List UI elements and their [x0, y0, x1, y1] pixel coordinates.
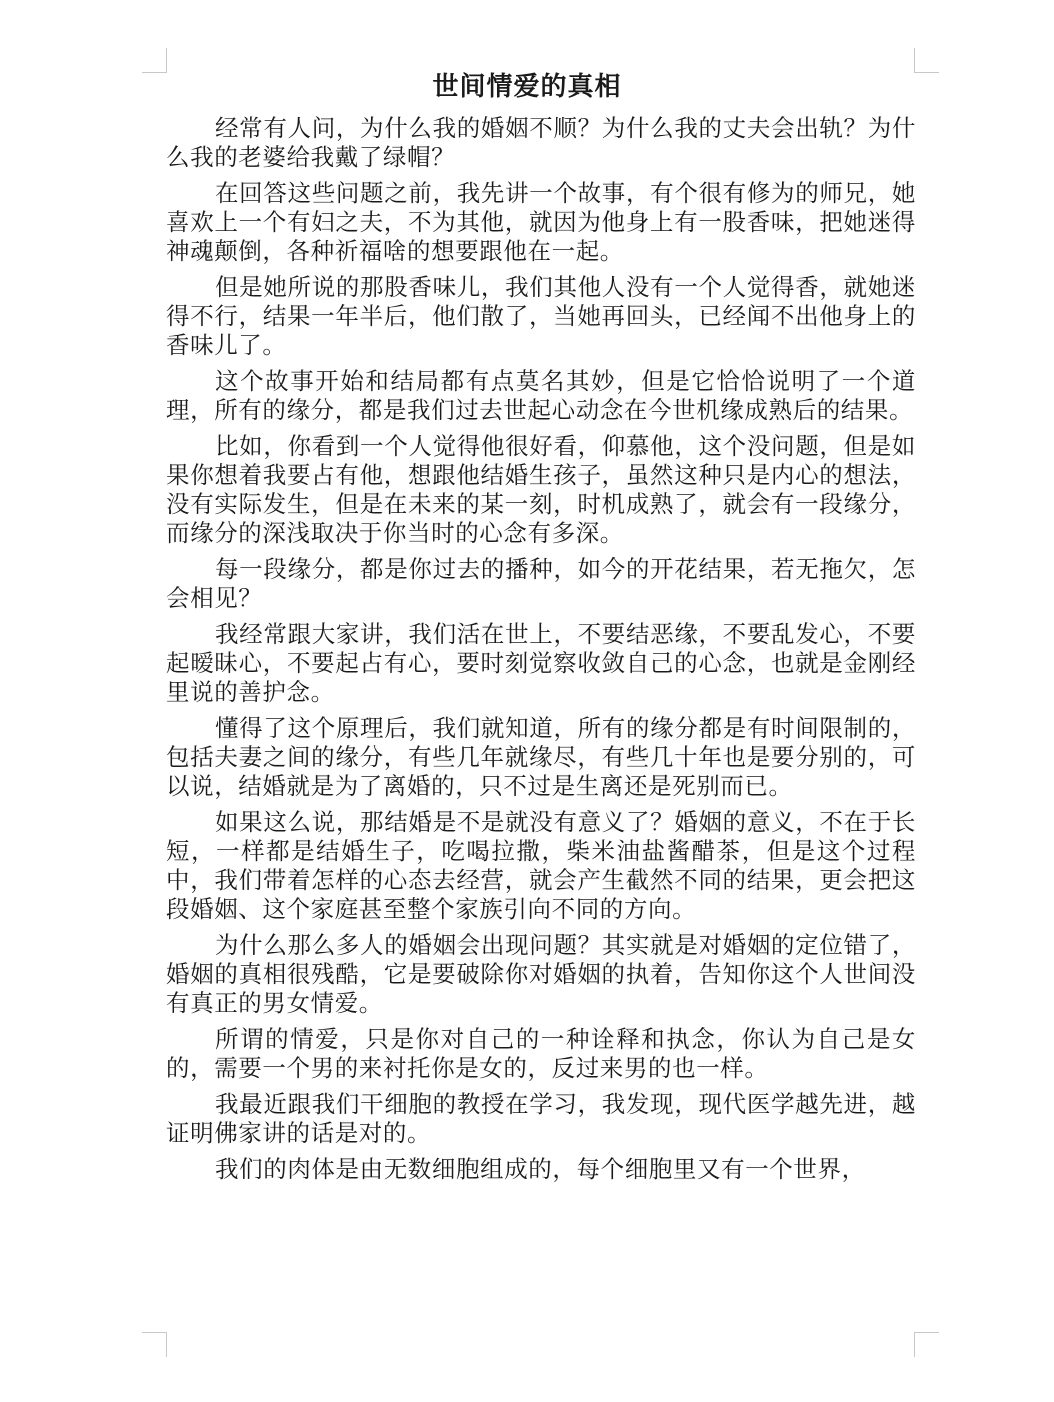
paragraph: 这个故事开始和结局都有点莫名其妙，但是它恰恰说明了一个道理，所有的缘分，都是我们过去世起心动念在今世机缘成熟后的结果。	[166, 367, 916, 424]
paragraph: 比如，你看到一个人觉得他很好看，仰慕他，这个没问题，但是如果你想着我要占有他，想跟他结婚生孩子，虽然这种只是内心的想法，没有实际发生，但是在未来的某一刻，时机成熟了，就会有一段缘分，而缘分的深浅取决于你当时的心念有多深。	[166, 432, 916, 547]
document-body	[166, 114, 916, 1191]
paragraph: 所谓的情爱，只是你对自己的一种诠释和执念，你认为自己是女的，需要一个男的来衬托你是女的，反过来男的也一样。	[166, 1025, 916, 1082]
paragraph: 我经常跟大家讲，我们活在世上，不要结恶缘，不要乱发心，不要起暧昧心，不要起占有心，要时刻觉察收敛自己的心念，也就是金刚经里说的善护念。	[166, 620, 916, 706]
paragraph: 我们的肉体是由无数细胞组成的，每个细胞里又有一个世界，	[215, 1155, 866, 1183]
page-corner-mark-bottom-left	[142, 1332, 167, 1357]
paragraph: 经常有人问，为什么我的婚姻不顺？为什么我的丈夫会出轨？为什么我的老婆给我戴了绿帽？	[166, 114, 916, 171]
paragraph: 在回答这些问题之前，我先讲一个故事，有个很有修为的师兄，她喜欢上一个有妇之夫，不为其他，就因为他身上有一股香味，把她迷得神魂颠倒，各种祈福啥的想要跟他在一起。	[166, 179, 916, 265]
paragraph: 但是她所说的那股香味儿，我们其他人没有一个人觉得香，就她迷得不行，结果一年半后，他们散了，当她再回头，已经闻不出他身上的香味儿了。	[166, 273, 916, 359]
paragraph: 我最近跟我们干细胞的教授在学习，我发现，现代医学越先进，越证明佛家讲的话是对的。	[166, 1090, 916, 1147]
paragraph: 懂得了这个原理后，我们就知道，所有的缘分都是有时间限制的，包括夫妻之间的缘分，有些几年就缘尽，有些几十年也是要分别的，可以说，结婚就是为了离婚的，只不过是生离还是死别而已。	[166, 714, 916, 800]
paragraph: 如果这么说，那结婚是不是就没有意义了？婚姻的意义，不在于长短，一样都是结婚生子，吃喝拉撒，柴米油盐酱醋茶，但是这个过程中，我们带着怎样的心态去经营，就会产生截然不同的结果，更会把这段婚姻、这个家庭甚至整个家族引向不同的方向。	[166, 808, 916, 923]
paragraph: 每一段缘分，都是你过去的播种，如今的开花结果，若无拖欠，怎会相见？	[166, 555, 916, 612]
paragraph: 为什么那么多人的婚姻会出现问题？其实就是对婚姻的定位错了，婚姻的真相很残酷，它是要破除你对婚姻的执着，告知你这个人世间没有真正的男女情爱。	[166, 931, 916, 1017]
document-title: 世间情爱的真相	[432, 72, 622, 102]
page-corner-mark-bottom-right	[914, 1332, 939, 1357]
